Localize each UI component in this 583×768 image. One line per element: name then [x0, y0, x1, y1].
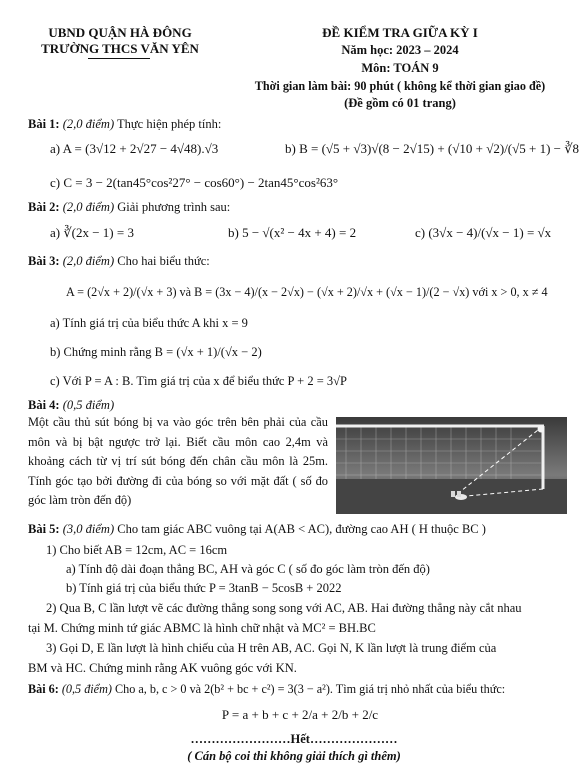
- school-year: Năm học: 2023 – 2024: [341, 43, 459, 57]
- bai6-heading: Bài 6: (0,5 điểm) Cho a, b, c > 0 và 2(b² + bc + c²) = 3(3 − a²). Tìm giá trị nhỏ nhất của biểu thức:: [28, 682, 506, 696]
- bai2-part-a: a) ∛(2x − 1) = 3: [50, 225, 134, 240]
- bai3-part-b: b) Chứng minh rằng B = (√x + 1)/(√x − 2): [50, 345, 262, 359]
- bai2-heading: Bài 2: (2,0 điểm) Giải phương trình sau:: [28, 200, 231, 214]
- time-limit: Thời gian làm bài: 90 phút ( không kể thời gian giao đề): [254, 79, 546, 93]
- bai5-part-1b: b) Tính giá trị của biểu thức P = 3tanB − 5cosB + 2022: [66, 581, 342, 595]
- footer-note: ( Cán bộ coi thi không giải thích gì thêm): [187, 749, 401, 763]
- bai3-part-c: c) Với P = A : B. Tìm giá trị của x để biểu thức P + 2 = 3√P: [50, 374, 347, 388]
- bai1-part-a: a) A = (3√12 + 2√27 − 4√48).√3: [50, 141, 219, 156]
- header-underline: [88, 58, 150, 59]
- bai5-heading: Bài 5: (3,0 điểm) Cho tam giác ABC vuông tại A(AB < AC), đường cao AH ( H thuộc BC ): [28, 522, 486, 536]
- soccer-goal-illustration: [336, 417, 567, 514]
- bai2-part-b: b) 5 − √(x² − 4x + 4) = 2: [228, 225, 357, 240]
- school-name: TRƯỜNG THCS VĂN YÊN: [41, 41, 199, 56]
- bai5-part-3-cont: BM và HC. Chứng minh rằng AK vuông góc với KN.: [28, 661, 297, 675]
- district-name: UBND QUẬN HÀ ĐÔNG: [48, 25, 192, 40]
- bai6-expression: P = a + b + c + 2/a + 2/b + 2/c: [221, 707, 379, 722]
- bai5-part-1a: a) Tính độ dài đoạn thẳng BC, AH và góc C ( số đo góc làm tròn đến độ): [66, 562, 430, 576]
- bai5-part-2-cont: tại M. Chứng minh tứ giác ABMC là hình chữ nhật và MC² = BH.BC: [28, 621, 376, 635]
- page-count-note: (Đề gồm có 01 trang): [344, 96, 456, 110]
- bai4-text: Một cầu thủ sút bóng bị va vào góc trên bên phải của cầu môn và bị bật ngược trở lại. Biết cầu môn cao 2,4m và khoảng cách từ vị trí sút bóng đến chân cầu môn là 25m. Tính góc tạo bởi đường đi của bóng so với mặt đất ( số đo góc làm tròn đến độ): [28, 415, 328, 508]
- bai3-heading: Bài 3: (2,0 điểm) Cho hai biểu thức:: [28, 254, 210, 268]
- soccer-goal-photo: [336, 417, 567, 514]
- bai1-part-b: b) B = (√5 + √3)√(8 − 2√15) + (√10 + √2)/(√5 + 1) − ∛8: [285, 141, 580, 156]
- bai3-part-a: a) Tính giá trị của biểu thức A khi x = 9: [50, 316, 248, 330]
- subject: Môn: TOÁN 9: [361, 61, 439, 75]
- bai5-part-1: 1) Cho biết AB = 12cm, AC = 16cm: [46, 543, 228, 557]
- bai3-expressions: A = (2√x + 2)/(√x + 3) và B = (3x − 4)/(x − 2√x) − (√x + 2)/√x + (√x − 1)/(2 − √x) với x > 0, x ≠ 4: [66, 285, 548, 299]
- bai1-heading: Bài 1: (2,0 điểm) Thực hiện phép tính:: [28, 117, 222, 131]
- exam-title: ĐỀ KIỂM TRA GIỮA KỲ I: [322, 25, 478, 40]
- bai5-part-2: 2) Qua B, C lần lượt vẽ các đường thẳng song song với AC, AB. Hai đường thẳng này cắt nhau: [46, 601, 522, 615]
- end-marker: ……………………Hết…………………: [190, 732, 398, 746]
- bai5-part-3: 3) Gọi D, E lần lượt là hình chiếu của H trên AB, AC. Gọi N, K lần lượt là trung điểm của: [46, 641, 497, 655]
- bai4-heading: Bài 4: (0,5 điểm): [28, 398, 115, 412]
- bai2-part-c: c) (3√x − 4)/(√x − 1) = √x: [415, 225, 552, 240]
- bai1-part-c: c) C = 3 − 2(tan45°cos²27° − cos60°) − 2tan45°cos²63°: [50, 175, 339, 190]
